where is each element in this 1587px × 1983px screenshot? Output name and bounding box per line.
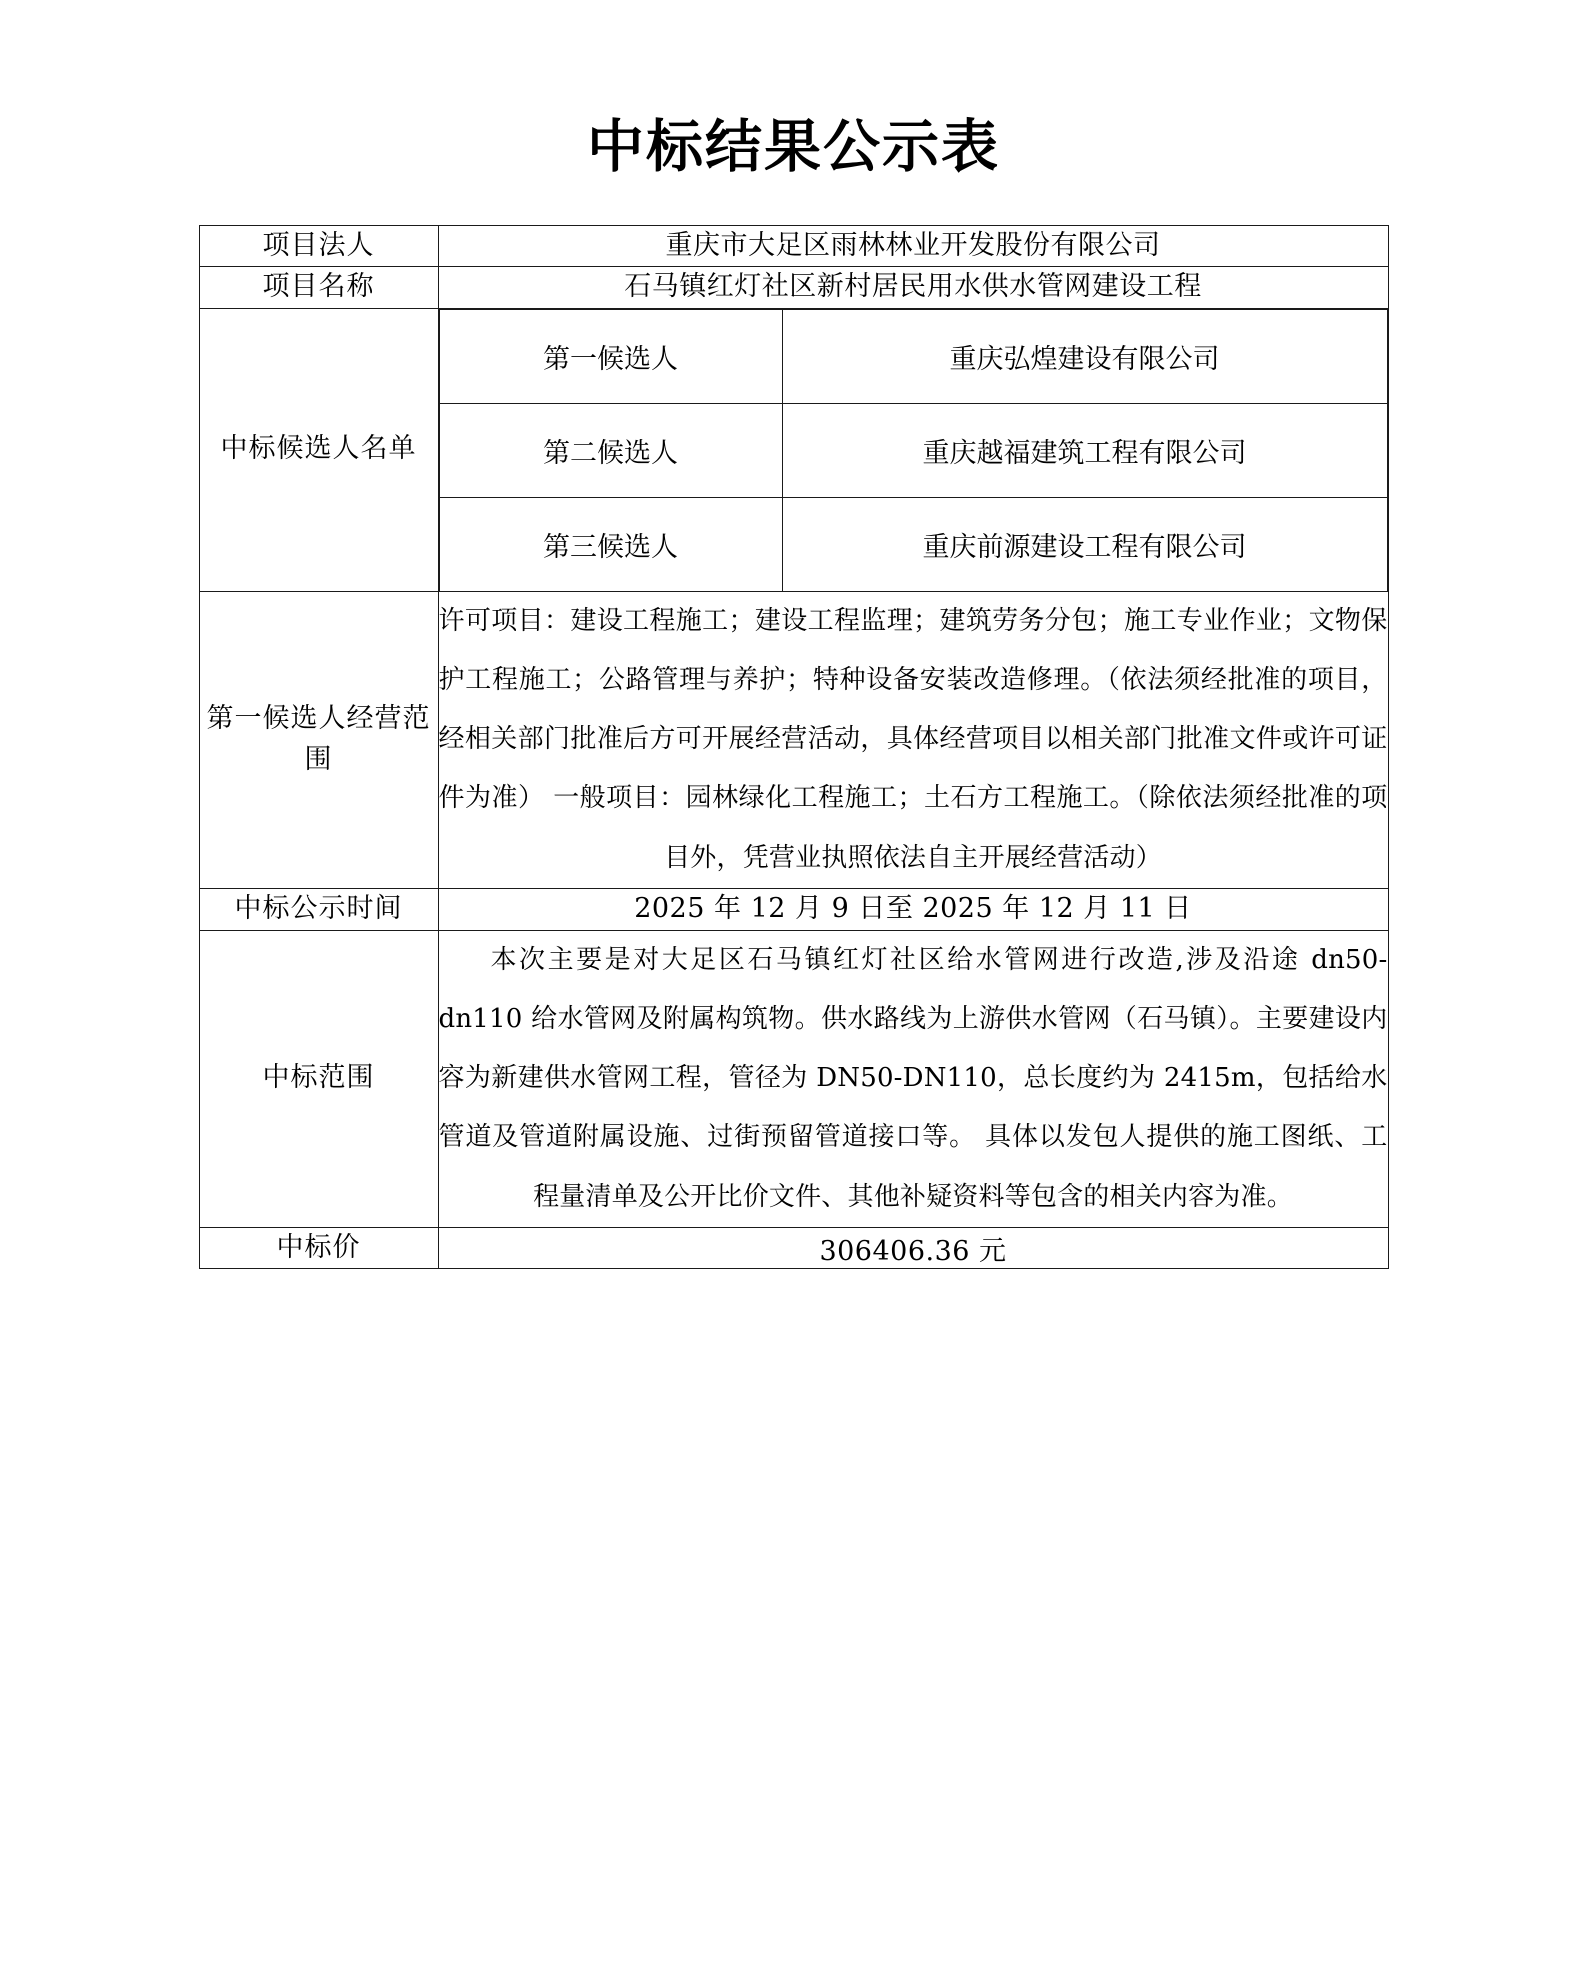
row-label-legal-entity: 项目法人: [199, 225, 438, 267]
candidate-row-2: [439, 403, 1387, 497]
row-value-bid-scope: 本次主要是对大足区石马镇红灯社区给水管网进行改造,涉及沿途 dn50-dn110 给水管网及附属构筑物。供水路线为上游供水管网（石马镇）。主要建设内容为新建供水管网工程，管径为 DN50-DN110，总长度约为 2415m，包括给水管道及管道附属设施、过街预留管道接口等。 具体以发包人提供的施工图纸、工程量清单及公开比价文件、其他补疑资料等包含的相关内容为准。: [438, 930, 1388, 1227]
row-value-project-name: 石马镇红灯社区新村居民用水供水管网建设工程: [438, 267, 1388, 309]
row-label-business-scope: 第一候选人经营范围: [199, 591, 438, 888]
row-label-bid-price: 中标价: [199, 1227, 438, 1269]
row-value-publicity-period: 2025 年 12 月 9 日至 2025 年 12 月 11 日: [438, 889, 1388, 931]
candidate-row-3: [439, 497, 1387, 591]
table-row-candidates: [199, 308, 1388, 591]
candidate-name-3: 重庆前源建设工程有限公司: [782, 497, 1387, 591]
table-row-project-name: [199, 267, 1388, 309]
bid-result-table: [199, 225, 1389, 1270]
candidate-row-1: [439, 309, 1387, 403]
candidate-name-1: 重庆弘煌建设有限公司: [782, 309, 1387, 403]
table-row-bid-scope: [199, 930, 1388, 1227]
row-value-bid-price: 306406.36 元: [438, 1227, 1388, 1269]
row-value-business-scope: 许可项目：建设工程施工；建设工程监理；建筑劳务分包；施工专业作业；文物保护工程施工；公路管理与养护；特种设备安装改造修理。（依法须经批准的项目，经相关部门批准后方可开展经营活动，具体经营项目以相关部门批准文件或许可证件为准） 一般项目：园林绿化工程施工；土石方工程施工。（除依法须经批准的项目外，凭营业执照依法自主开展经营活动）: [438, 591, 1388, 888]
table-row-bid-price: [199, 1227, 1388, 1269]
row-label-publicity-period: 中标公示时间: [199, 889, 438, 931]
candidates-cell: [438, 308, 1388, 591]
page-title: 中标结果公示表: [587, 114, 1000, 180]
row-value-legal-entity: 重庆市大足区雨林林业开发股份有限公司: [438, 225, 1388, 267]
candidate-rank-label-1: 第一候选人: [439, 309, 782, 403]
candidate-name-2: 重庆越福建筑工程有限公司: [782, 403, 1387, 497]
candidate-rank-label-3: 第三候选人: [439, 497, 782, 591]
candidate-rank-label-2: 第二候选人: [439, 403, 782, 497]
row-label-bid-scope: 中标范围: [199, 930, 438, 1227]
table-row-publicity-period: [199, 889, 1388, 931]
row-label-candidates: 中标候选人名单: [199, 308, 438, 591]
row-label-project-name: 项目名称: [199, 267, 438, 309]
table-row-legal-entity: [199, 225, 1388, 267]
bid-result-table-wrapper: [199, 225, 1389, 1270]
candidates-table: [439, 309, 1388, 591]
table-row-business-scope: [199, 591, 1388, 888]
